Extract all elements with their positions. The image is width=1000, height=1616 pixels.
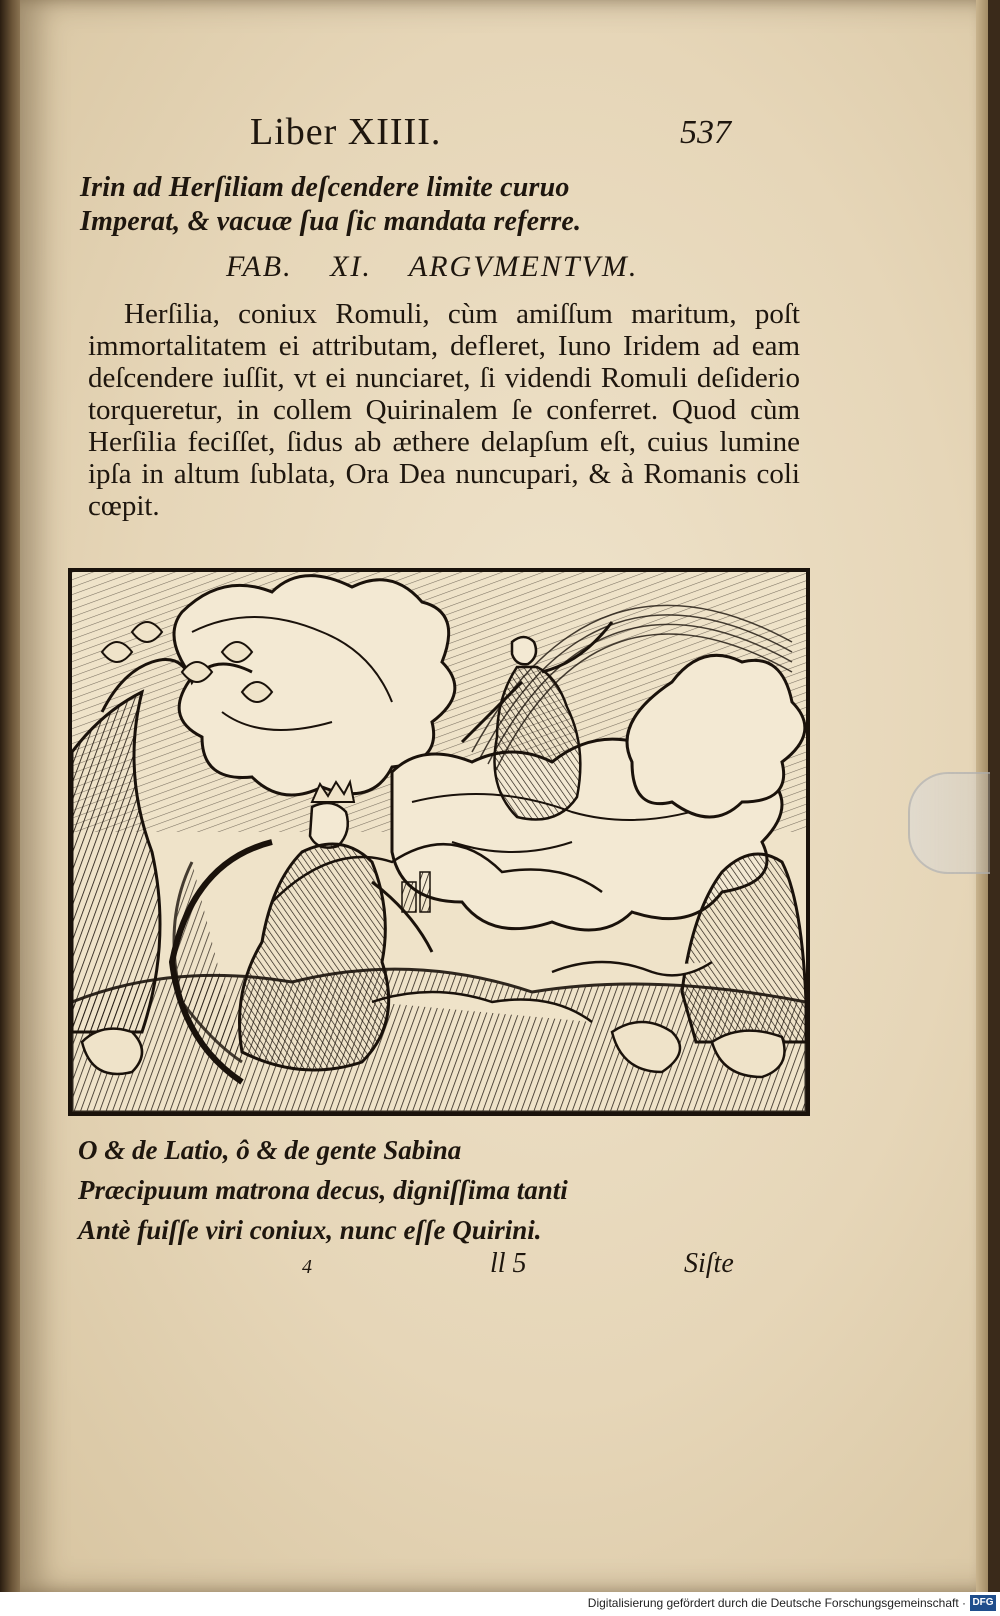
book-binding xyxy=(0,0,20,1616)
page-header xyxy=(0,110,1000,160)
dfg-logo: DFG xyxy=(970,1595,996,1611)
closing-verses xyxy=(78,1130,568,1250)
closing-verse-1: O & de Latio, ô & de gente Sabina xyxy=(78,1135,462,1165)
footer-band xyxy=(0,1592,1000,1616)
opening-verse-1: Irin ad Herſiliam deſcendere limite curuo xyxy=(80,172,570,203)
page-number: 537 xyxy=(680,114,731,151)
running-head: Liber XIIII. xyxy=(250,111,442,153)
catchword: Siſte xyxy=(684,1248,734,1279)
woodcut-illustration xyxy=(68,568,810,1116)
argument-paragraph xyxy=(88,298,800,522)
fable-heading: FAB. XI. ARGVMENTVM. xyxy=(226,250,639,283)
page-clip xyxy=(908,772,990,874)
opening-verse-2: Imperat, & vacuæ ſua ſic mandata referre. xyxy=(80,206,582,237)
mark-left: 4 xyxy=(302,1256,312,1278)
argument-text: Herſilia, coniux Romuli, cùm amiſſum maritum, poſt immortalitatem ei attributam, defleret, Iuno Iridem ad eam deſcendere iuſſit, vt ei nunciaret, ſi videndi Romuli deſiderio torqueretur, in collem Quirinalem ſe conferret. Quod cùm Herſilia feciſſet, ſidus ab æthere delapſum eſt, cuius lumine ipſa in altum ſublata, Ora Dea nuncupari, & à Romanis coli cœpit. xyxy=(88,298,800,522)
bleed-through-text xyxy=(770,120,980,640)
woodcut-image xyxy=(72,572,806,1112)
closing-verse-3: Antè fuiſſe viri coniux, nunc eſſe Quirini. xyxy=(78,1215,542,1245)
footer-credit: Digitalisierung gefördert durch die Deutsche Forschungsgemeinschaft · xyxy=(587,1596,966,1610)
closing-verse-2: Præcipuum matrona decus, digniſſima tanti xyxy=(78,1175,568,1205)
signature-mark: ll 5 xyxy=(490,1248,527,1279)
signature-line xyxy=(0,1248,1000,1288)
